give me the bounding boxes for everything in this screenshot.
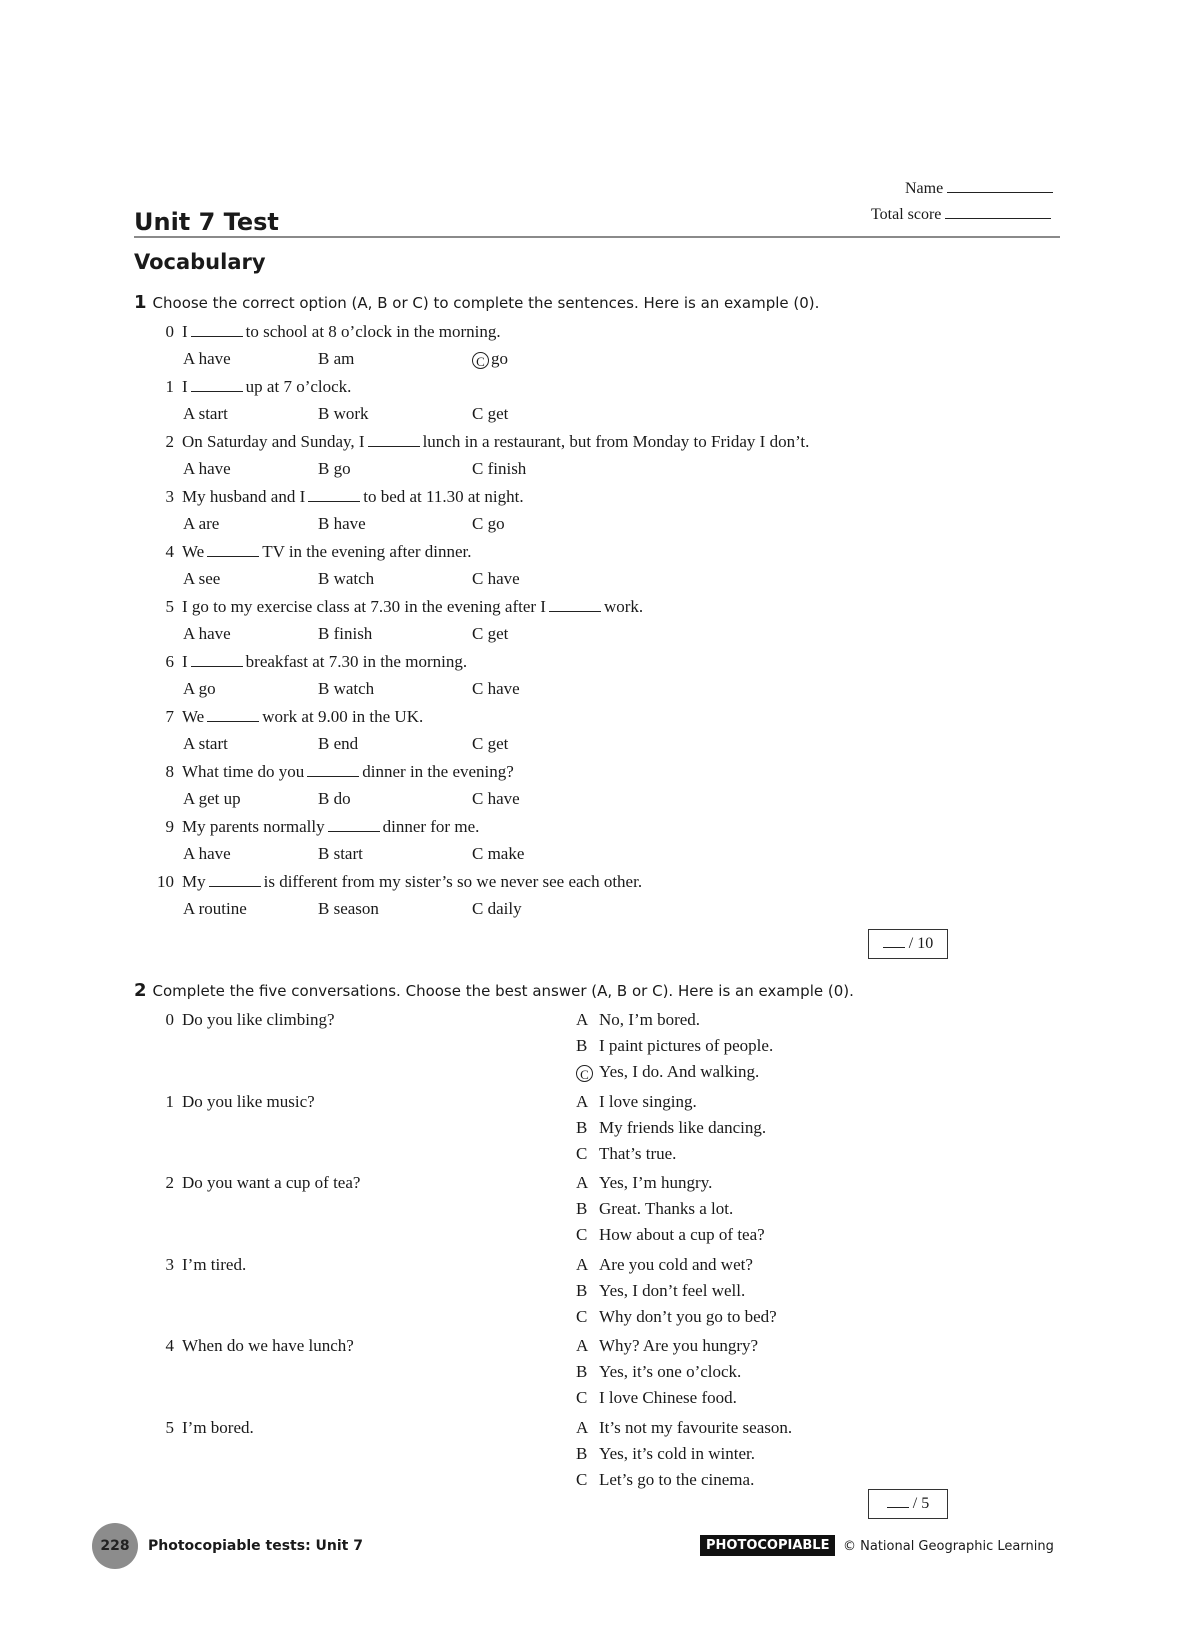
q1-item-7	[154, 707, 423, 727]
footer-label: Photocopiable tests: Unit 7	[148, 1538, 363, 1554]
q2-item-number: 3	[165, 1255, 174, 1274]
q1-item-6	[154, 652, 467, 672]
q2-item-number: 4	[165, 1336, 174, 1355]
q1-score-text: / 10	[908, 935, 934, 952]
q1-item-number: 3	[165, 487, 174, 506]
q2-option-text: That’s true.	[599, 1144, 677, 1163]
q1-item-number: 0	[165, 322, 174, 341]
q2-option-text: Why? Are you hungry?	[599, 1336, 759, 1355]
q1-item-pre: On Saturday and Sunday, I	[182, 432, 365, 451]
q1-option-c[interactable]	[472, 349, 508, 369]
q2-option-a[interactable]	[576, 1418, 792, 1438]
q1-item-number: 4	[165, 542, 174, 561]
q1-item-number: 5	[165, 597, 174, 616]
q1-option-c[interactable]: C get	[472, 404, 509, 423]
q1-option-a[interactable]: A routine	[183, 899, 247, 918]
q2-item-3	[154, 1255, 246, 1275]
q2-option-text: Are you cold and wet?	[599, 1255, 753, 1274]
q1-item-pre: What time do you	[182, 762, 305, 781]
q2-option-text: Great. Thanks a lot.	[599, 1199, 734, 1218]
q1-score-box[interactable]	[868, 929, 948, 959]
q1-option-b[interactable]: B am	[318, 349, 355, 368]
q2-option-letter: C	[576, 1225, 588, 1244]
q2-option-text: I paint pictures of people.	[599, 1036, 774, 1055]
page-number: 228	[92, 1523, 138, 1569]
q1-item-pre: My	[182, 872, 206, 891]
q1-item-0	[154, 322, 501, 342]
q1-item-blank[interactable]	[368, 434, 420, 447]
name-line[interactable]	[947, 178, 1053, 193]
section-heading: Vocabulary	[134, 250, 266, 274]
q1-item-blank[interactable]	[307, 764, 359, 777]
title-rule	[134, 236, 1060, 238]
q1-option-b[interactable]: B finish	[318, 624, 373, 643]
q1-option-b[interactable]: B start	[318, 844, 363, 863]
q1-option-a[interactable]: A are	[183, 514, 220, 533]
q1-item-pre: I	[182, 652, 188, 671]
q1-item-post: is different from my sister’s so we never see each other.	[263, 872, 643, 891]
q2-option-text: Yes, it’s one o’clock.	[599, 1362, 742, 1381]
q1-option-a[interactable]: A see	[183, 569, 221, 588]
q1-item-3	[154, 487, 524, 507]
q1-item-number: 9	[165, 817, 174, 836]
q2-option-letter: A	[576, 1173, 589, 1192]
q1-item-number: 10	[157, 872, 174, 891]
q2-item-prompt: I’m tired.	[182, 1255, 247, 1274]
q2-option-text: Yes, it’s cold in winter.	[599, 1444, 756, 1463]
q1-option-b[interactable]: B end	[318, 734, 359, 753]
q1-option-a[interactable]: A get up	[183, 789, 241, 808]
q1-option-a[interactable]: A start	[183, 404, 228, 423]
q2-option-letter: B	[576, 1362, 588, 1381]
q2-score-text: / 5	[912, 1495, 930, 1512]
q2-option-b[interactable]	[576, 1444, 755, 1464]
q2-item-number: 0	[165, 1010, 174, 1029]
q1-score-line[interactable]	[883, 937, 905, 948]
q1-item-pre: I go to my exercise class at 7.30 in the evening after I	[182, 597, 546, 616]
q2-option-b[interactable]	[576, 1199, 733, 1219]
q1-item-pre: I	[182, 322, 188, 341]
q2-item-number: 2	[165, 1173, 174, 1192]
q2-option-letter: A	[576, 1255, 589, 1274]
q2-option-text: Yes, I don’t feel well.	[599, 1281, 746, 1300]
q2-item-1	[154, 1092, 315, 1112]
q1-option-c[interactable]: C daily	[472, 899, 522, 918]
q1-item-10	[154, 872, 642, 892]
q2-option-text: Let’s go to the cinema.	[599, 1470, 755, 1489]
q1-item-9	[154, 817, 479, 837]
q2-option-c[interactable]	[576, 1144, 676, 1164]
q1-item-post: up at 7 o’clock.	[245, 377, 352, 396]
q1-option-b[interactable]: B go	[318, 459, 351, 478]
q1-option-c[interactable]: C have	[472, 679, 520, 698]
q1-item-pre: My parents normally	[182, 817, 325, 836]
q2-option-letter: B	[576, 1199, 588, 1218]
q1-item-post: work at 9.00 in the UK.	[262, 707, 424, 726]
q2-option-letter: A	[576, 1010, 589, 1029]
q2-option-text: Yes, I’m hungry.	[599, 1173, 713, 1192]
q2-option-letter: A	[576, 1336, 589, 1355]
q1-item-blank[interactable]	[207, 544, 259, 557]
q2-option-text: How about a cup of tea?	[599, 1225, 765, 1244]
q1-option-b[interactable]: B watch	[318, 569, 375, 588]
q2-item-prompt: Do you like climbing?	[182, 1010, 335, 1029]
q2-option-b[interactable]	[576, 1036, 773, 1056]
q2-option-text: My friends like dancing.	[599, 1118, 767, 1137]
q1-item-post: work.	[603, 597, 644, 616]
q2-option-letter: A	[576, 1418, 589, 1437]
q1-option-b[interactable]: B do	[318, 789, 351, 808]
q2-option-letter: C	[576, 1470, 588, 1489]
q1-item-number: 8	[165, 762, 174, 781]
q2-option-letter: C	[576, 1144, 588, 1163]
q2-option-a[interactable]	[576, 1092, 697, 1112]
q2-option-letter: B	[576, 1036, 588, 1055]
q1-item-post: to school at 8 o’clock in the morning.	[245, 322, 501, 341]
q1-item-blank[interactable]	[207, 709, 259, 722]
q1-item-post: TV in the evening after dinner.	[262, 542, 472, 561]
q1-item-number: 6	[165, 652, 174, 671]
q1-item-post: dinner in the evening?	[362, 762, 514, 781]
q2-option-letter: C	[576, 1388, 588, 1407]
q1-item-blank[interactable]	[209, 874, 261, 887]
q1-item-number: 2	[165, 432, 174, 451]
q2-option-c[interactable]	[576, 1307, 777, 1327]
q2-option-b[interactable]	[576, 1118, 766, 1138]
q1-item-blank[interactable]	[191, 324, 243, 337]
q2-item-prompt: I’m bored.	[182, 1418, 254, 1437]
q2-option-text: It’s not my favourite season.	[599, 1418, 793, 1437]
q1-option-c[interactable]: C have	[472, 789, 520, 808]
q2-option-text: Why don’t you go to bed?	[599, 1307, 777, 1326]
q2-item-prompt: When do we have lunch?	[182, 1336, 354, 1355]
q1-item-post: breakfast at 7.30 in the morning.	[245, 652, 468, 671]
page-title: Unit 7 Test	[134, 208, 279, 236]
q1-item-post: lunch in a restaurant, but from Monday to Friday I don’t.	[422, 432, 810, 451]
q2-item-4	[154, 1336, 354, 1356]
q2-item-5	[154, 1418, 254, 1438]
q2-option-letter: B	[576, 1281, 588, 1300]
q2-option-a[interactable]	[576, 1255, 753, 1275]
q1-item-number: 1	[165, 377, 174, 396]
q1-item-number: 7	[165, 707, 174, 726]
q1-option-c[interactable]: C get	[472, 734, 509, 753]
name-label: Name	[905, 180, 944, 197]
q2-option-a[interactable]	[576, 1010, 700, 1030]
q1-option-c[interactable]: C go	[472, 514, 505, 533]
q1-item-1	[154, 377, 351, 397]
q1-option-b[interactable]: B season	[318, 899, 379, 918]
total-score-field[interactable]	[871, 204, 1051, 224]
total-score-label: Total score	[871, 206, 942, 223]
q2-option-text: I love singing.	[599, 1092, 697, 1111]
q2-option-b[interactable]	[576, 1362, 741, 1382]
q1-item-blank[interactable]	[191, 379, 243, 392]
q2-option-c[interactable]	[576, 1470, 754, 1490]
q1-option-a[interactable]: A have	[183, 624, 231, 643]
q2-instruction-text: Complete the five conversations. Choose the best answer (A, B or C). Here is an example (0).	[152, 982, 854, 1000]
q2-option-letter: B	[576, 1444, 588, 1463]
q2-item-0	[154, 1010, 335, 1030]
q2-item-prompt: Do you like music?	[182, 1092, 315, 1111]
q2-option-b[interactable]	[576, 1281, 745, 1301]
q2-option-text: No, I’m bored.	[599, 1010, 701, 1029]
q2-option-c[interactable]	[576, 1388, 737, 1408]
q1-option-c[interactable]: C get	[472, 624, 509, 643]
q1-option-c[interactable]: C finish	[472, 459, 527, 478]
q2-item-2	[154, 1173, 360, 1193]
q1-item-2	[154, 432, 809, 452]
q1-option-a[interactable]: A start	[183, 734, 228, 753]
q2-option-letter: C	[576, 1307, 588, 1326]
q1-option-c[interactable]: C make	[472, 844, 525, 863]
q1-instruction-text: Choose the correct option (A, B or C) to complete the sentences. Here is an example (0).	[152, 294, 820, 312]
q2-option-c[interactable]	[576, 1062, 759, 1082]
q1-item-pre: We	[182, 707, 205, 726]
q2-option-c[interactable]	[576, 1225, 765, 1245]
q1-item-8	[154, 762, 514, 782]
total-score-line[interactable]	[945, 204, 1051, 219]
q1-option-c[interactable]: C have	[472, 569, 520, 588]
q1-option-a[interactable]: A have	[183, 459, 231, 478]
q2-score-box[interactable]	[868, 1489, 948, 1519]
photocopiable-badge: PHOTOCOPIABLE	[700, 1535, 835, 1556]
q1-option-a[interactable]: A have	[183, 349, 231, 368]
circled-answer-icon: C	[472, 352, 489, 369]
q1-item-blank[interactable]	[308, 489, 360, 502]
q1-item-5	[154, 597, 643, 617]
q2-score-line[interactable]	[887, 1497, 909, 1508]
q2-item-number: 5	[165, 1418, 174, 1437]
q1-instruction	[134, 292, 819, 313]
q1-option-b[interactable]: B have	[318, 514, 366, 533]
q1-item-pre: We	[182, 542, 205, 561]
q1-item-4	[154, 542, 472, 562]
name-field[interactable]	[905, 178, 1053, 198]
q2-instruction	[134, 980, 854, 1001]
q2-option-text: Yes, I do. And walking.	[599, 1062, 760, 1081]
q2-option-a[interactable]	[576, 1336, 758, 1356]
q1-item-pre: I	[182, 377, 188, 396]
q1-item-blank[interactable]	[191, 654, 243, 667]
q2-item-prompt: Do you want a cup of tea?	[182, 1173, 361, 1192]
q1-number: 1	[134, 292, 147, 313]
q1-option-c-text: go	[491, 349, 508, 368]
q2-item-number: 1	[165, 1092, 174, 1111]
q1-item-post: to bed at 11.30 at night.	[363, 487, 524, 506]
q2-number: 2	[134, 980, 147, 1001]
q2-option-letter: B	[576, 1118, 588, 1137]
q1-option-a[interactable]: A go	[183, 679, 216, 698]
copyright-text: © National Geographic Learning	[843, 1539, 1054, 1554]
q1-item-blank[interactable]	[328, 819, 380, 832]
circled-answer-icon: C	[576, 1065, 593, 1082]
q1-option-a[interactable]: A have	[183, 844, 231, 863]
q1-item-blank[interactable]	[549, 599, 601, 612]
q2-option-a[interactable]	[576, 1173, 712, 1193]
q1-option-b[interactable]: B watch	[318, 679, 375, 698]
q1-item-post: dinner for me.	[382, 817, 480, 836]
q2-option-text: I love Chinese food.	[599, 1388, 737, 1407]
q1-option-b[interactable]: B work	[318, 404, 369, 423]
q2-option-letter: A	[576, 1092, 589, 1111]
q1-item-pre: My husband and I	[182, 487, 306, 506]
